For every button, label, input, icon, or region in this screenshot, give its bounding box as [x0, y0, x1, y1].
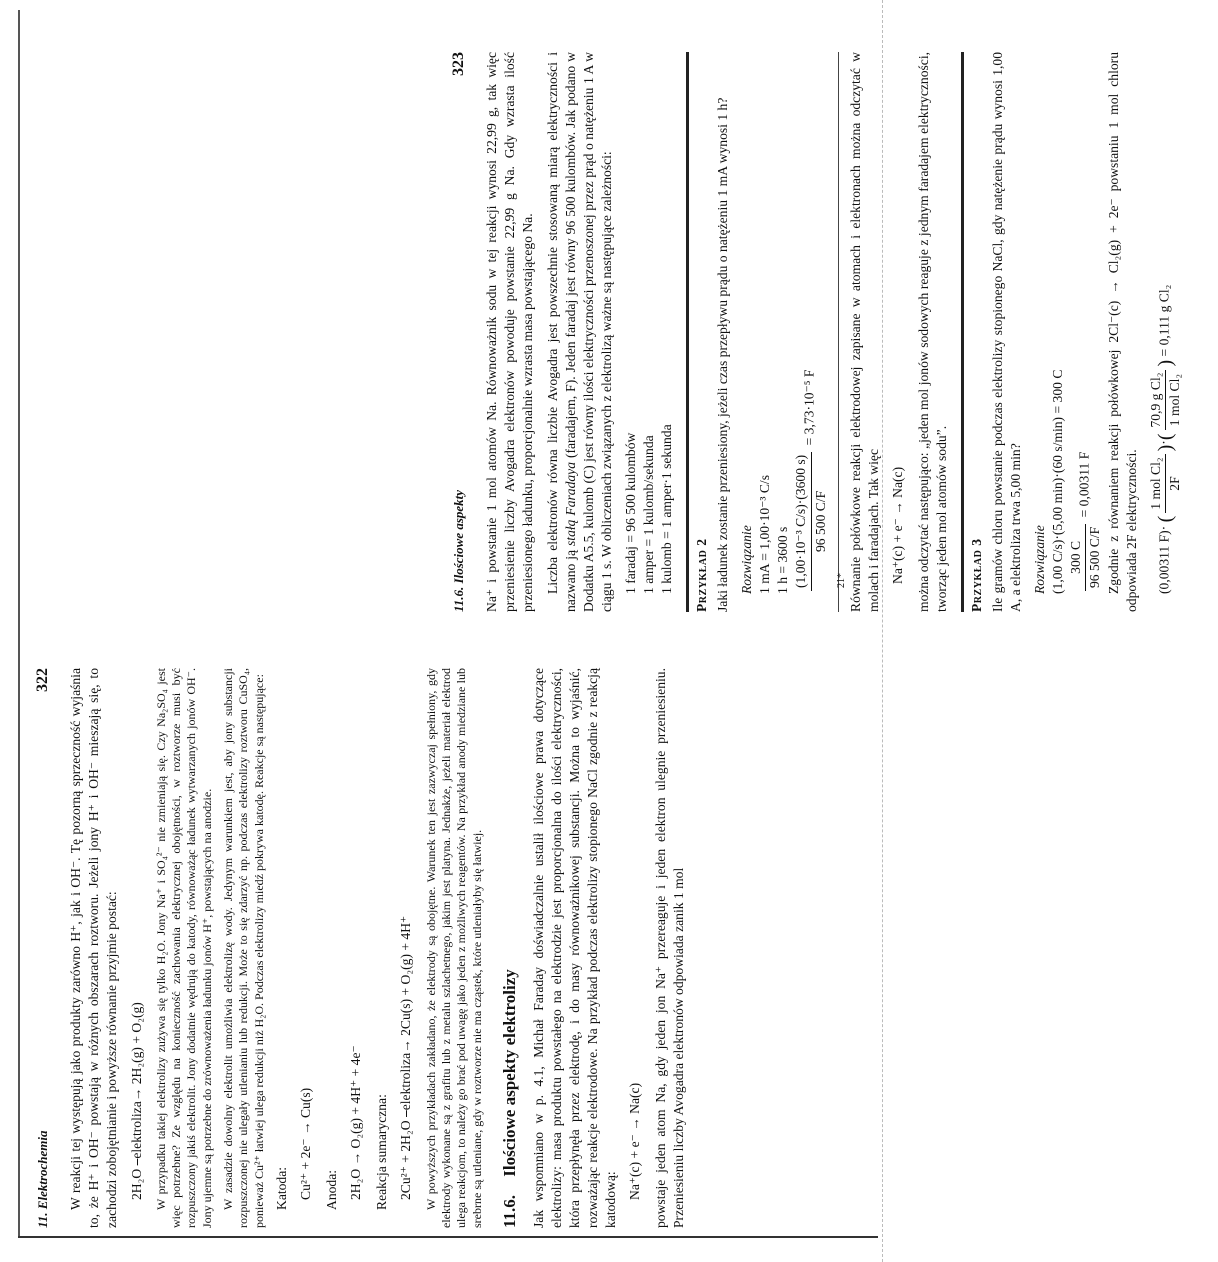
example-solution — [738, 52, 829, 594]
result: = 0,111 g Cl₂ — [1156, 284, 1172, 357]
solution-label: Rozwiązanie — [739, 525, 755, 594]
denominator: 96 500 C/F — [1087, 526, 1103, 588]
sum-reaction-equation: 2Cu²⁺ + 2H₂O ⎯elektroliza→ 2Cu(s) + O₂(g) + 4H⁺ — [398, 915, 414, 1200]
section-running-title: 11.6. Ilościowe aspekty — [451, 489, 466, 612]
paragraph: W zasadzie dowolny elektrolit umożliwia elektrolizę wody. Jedynym warunkiem jest, aby jony substancji rozpuszczonej nie ulegały utlenianiu lub redukcji. Może to się zdarzyć np. podczas elektrolizy roztworu CuSO₄, ponieważ Cu²⁺ łatwiej ulega redukcji niż H₂O. Podczas elektrolizy miedź pokrywa katodę. Reakcje są następujące: — [221, 668, 266, 1228]
scan-edge-left — [18, 10, 20, 1236]
chapter-title: 11. Elektrochemia — [35, 1130, 50, 1228]
anode-label: Anoda: — [324, 1169, 340, 1210]
example-title: Przykład 3 — [968, 538, 984, 612]
paragraph: powstaje jeden atom Na, gdy jeden jon Na⁺ przereaguje i jeden elektron ulegnie przeniesieniu. Przeniesieniu liczby Avogadra elektronów odpowiada zanik 1 mol — [653, 668, 687, 1228]
page-number: 323 — [450, 52, 467, 76]
example-title: Przykład 2 — [694, 538, 710, 612]
term-faraday-constant: stałą Faradaya — [562, 461, 578, 546]
sodium-cathode-equation: Na⁺(c) + e⁻ → Na(c) — [627, 1082, 642, 1200]
example-question: Ile gramów chloru powstanie podczas elektrolizy stopionego NaCl, gdy natężenie prądu wynosi 1,00 A, a elektroliza trwa 5,00 min? — [990, 52, 1024, 612]
solution-line: (1,00 C/s)·(5,00 min)·(60 s/min) = 300 C — [1050, 369, 1066, 594]
anode-equation: 2H₂O → O₂(g) + 4H⁺ + 4e⁻ — [348, 1045, 364, 1200]
final-calculation: (0,00311 F)· ( 1 mol Cl₂ 2F )·( 70,9 g Cl₂ 1 mol Cl₂ ) = 0,111 g Cl₂ — [1147, 52, 1184, 594]
fraction — [792, 452, 829, 591]
cathode-equation: Cu²⁺ + 2e⁻ → Cu(s) — [298, 1087, 314, 1200]
relations-list — [622, 52, 676, 594]
solution-line: 1 mA = 1,00·10⁻³ C/s — [757, 475, 773, 594]
sodium-equation: Na⁺(c) + e⁻ → Na(c) — [889, 466, 905, 584]
paren: ) — [1153, 359, 1176, 367]
paragraph: W reakcji tej występują jako produkty zarówno H⁺, jak i OH⁻. Tę pozorną sprzeczność wyjaśnia to, że H⁺ i OH⁻ powstają w różnych obszarach roztworu. Jeżeli jony H⁺ i OH⁻ mieszają się, to zachodzi zobojętnianie i powyższe równanie przyjmie postać: — [68, 668, 120, 1228]
denominator: 96 500 C/F — [812, 490, 828, 552]
running-header — [448, 52, 469, 612]
section-title: Ilościowe aspekty elektrolizy — [500, 969, 519, 1177]
scan-edge-bottom — [18, 1236, 878, 1238]
cathode-label: Katoda: — [274, 1166, 290, 1210]
fraction — [1147, 370, 1184, 431]
paragraph: Na⁺ i powstanie 1 mol atomów Na. Równoważnik sodu w tej reakcji wynosi 22,99 g, tak więc przeniesienie liczby Avogadra elektronów powoduje powstanie 22,99 g Na. Gdy wzrasta ilość przeniesionego ładunku, proporcjonalnie wzrasta masa powstającego Na. — [484, 52, 536, 612]
page-number: 322 — [34, 668, 51, 692]
text-run: (faradajem, F). Jeden faradaj jest równy 96 500 kulombów. Jak podano w Dodatku A5.5, kulomb (C) jest równy ilości elektryczności przenoszonej przez prąd o natężeniu 1 A w ciągu 1 s. W obliczeniach związanych z elektrolizą ważne są następujące zależności: — [562, 52, 614, 612]
fraction — [1147, 454, 1184, 512]
text-run: Liczba elektronów równa liczbie Avogadra jest powszechnie stosowaną miarą elektryczności i nazwano ją — [544, 52, 578, 612]
paragraph-faraday — [544, 52, 616, 612]
page-322 — [32, 668, 802, 1228]
relation: 1 faradaj = 96 500 kulombów — [622, 432, 638, 594]
result: = 0,00311 F — [1077, 451, 1093, 518]
paren: ( — [1153, 515, 1176, 523]
numerator: 70,9 g Cl₂ — [1147, 370, 1166, 431]
numerator: (1,00·10⁻³ C/s)·(3600 s) — [792, 452, 811, 591]
solution-fraction-line — [792, 52, 829, 594]
paragraph: W powyższych przykładach zakładano, że elektrody są obojętne. Warunek ten jest zazwyczaj spełniony, gdy elektrody wykonane są z grafitu lub z metalu szlachetnego, jakim jest platyna. Jednakże, jeżeli materiał elektrod ulega reakcjom, to należy go brać pod uwagę jako jeden z możliwych reagentów. Na przykład anody miedziane lub srebrne są utleniane, gdy w roztworze nie ma cząstek, które utleniałyby się łatwiej. — [423, 668, 484, 1228]
paragraph: Jak wspomniano w p. 4.1, Michał Faraday doświadczalnie ustalił ilościowe prawa dotyczące elektrolizy: masa produktu powstałego na elektrodzie jest proporcjonalna do ilości elektryczności, która przepłynęła przez elektrodę, i do masy równoważnikowej substancji. Można to wyjaśnić, rozważając reakcje elektrodowe. Na przykład podczas elektrolizy stopionego NaCl zgodnie z reakcją katodową: — [530, 668, 618, 1228]
solution-fraction-line — [1067, 52, 1104, 594]
equation-water-electrolysis: 2H₂O ⎯elektroliza→ 2H₂(g) + O₂(g) — [128, 1002, 144, 1200]
paren: ( — [1153, 433, 1176, 441]
example-question: Jaki ładunek zostanie przeniesiony, jeżeli czas przepływu prądu o natężeniu 1 mA wynosi 1 h? — [715, 97, 731, 612]
sum-reaction-label: Reakcja sumaryczna: — [374, 1094, 390, 1210]
section-number: 11.6. — [500, 1194, 519, 1228]
relation: 1 kulomb = 1 amper·1 sekunda — [658, 424, 674, 594]
paragraph: Zgodnie z równaniem reakcji połówkowej 2Cl⁻(c) → Cl₂(g) + 2e⁻ powstaniu 1 mol chloru odpowiada 2F elektryczności. — [1105, 52, 1139, 612]
example-3 — [961, 52, 1184, 612]
printer-signature-mark: 21* — [836, 573, 847, 588]
numerator: 300 C — [1067, 524, 1086, 591]
solution-label: Rozwiązanie — [1032, 525, 1048, 594]
numerator: 1 mol Cl₂ — [1147, 454, 1166, 512]
example-2 — [686, 52, 839, 612]
solution-line: 1 h = 3600 s — [775, 526, 791, 594]
fraction — [1067, 524, 1104, 591]
running-header — [32, 668, 53, 1228]
section-heading — [499, 668, 522, 1228]
example-solution — [1031, 52, 1104, 594]
result: = 3,73·10⁻⁵ F — [802, 369, 818, 446]
paragraph: W przypadku takiej elektrolizy zużywa się tylko H₂O. Jony Na⁺ i SO₄²⁻ nie zmieniają się. Czy Na₂SO₄ jest więc potrzebne? Ze względu na konieczność zachowania elektrycznej obojętności, w roztworze musi być rozpuszczony jakiś elektrolit. Jony dodatnie wędrują do katody, równoważąc ładunek wytwarzanych jonów OH⁻. Jony ujemne są potrzebne do zrównoważenia ładunku jonów H⁺, powstających na anodzie. — [153, 668, 214, 1228]
paragraph: Równanie połówkowe reakcji elektrodowej zapisane w atomach i elektronach można odczytać w molach i faradajach. Tak więc — [847, 52, 881, 612]
denominator: 2F — [1166, 476, 1182, 491]
page-323 — [448, 52, 1218, 612]
denominator: 1 mol Cl₂ — [1166, 373, 1182, 427]
paragraph: można odczytać następująco: „jeden mol jonów sodowych reaguje z jednym faradajem elektryczności, tworząc jeden mol atomów sodu”. — [915, 52, 949, 612]
factor: (0,00311 F)· — [1156, 525, 1172, 594]
paren: ) — [1153, 444, 1176, 452]
relation: 1 amper = 1 kulomb/sekunda — [640, 435, 656, 594]
example-end-rule — [838, 52, 839, 612]
